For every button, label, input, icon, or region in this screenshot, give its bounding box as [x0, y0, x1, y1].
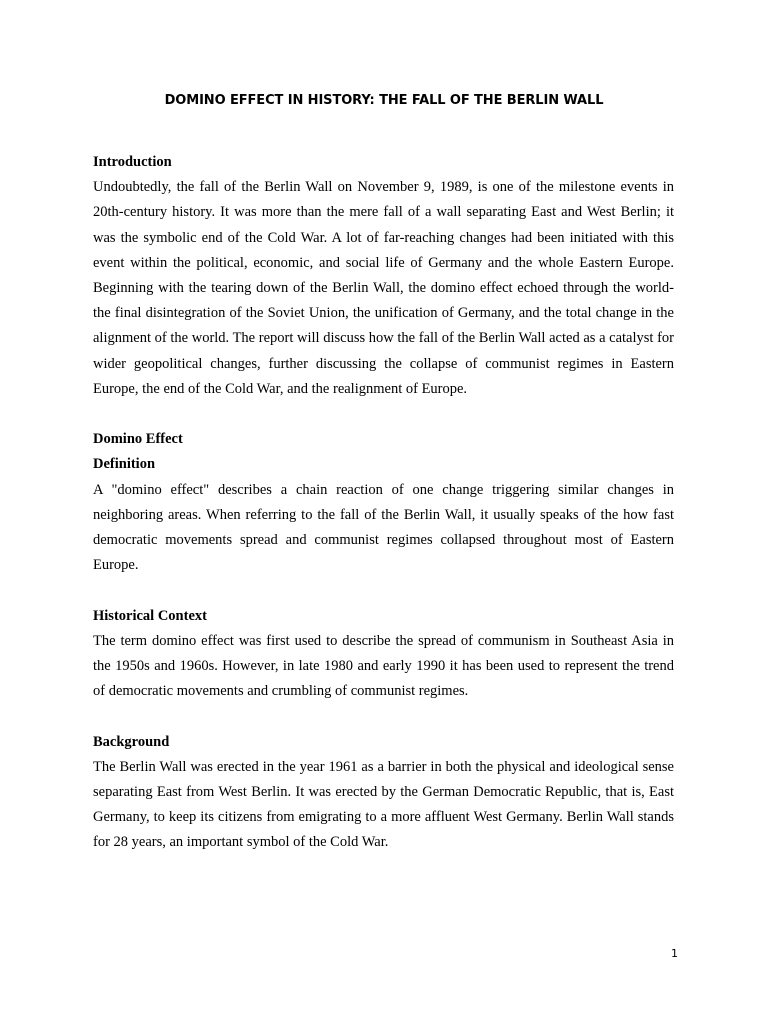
section-domino-effect	[93, 427, 674, 578]
paragraph-definition: A "domino effect" describes a chain reaction of one change triggering similar changes in neighboring areas. When referring to the fall of the Berlin Wall, it usually speaks of the how fast democratic movements spread and communist regimes collapsed throughout most of Eastern Europe.	[93, 481, 674, 574]
heading-domino-effect: Domino Effect	[93, 431, 183, 448]
paragraph-historical-context: The term domino effect was first used to describe the spread of communism in Southeast Asia in the 1950s and 1960s. However, in late 1980 and early 1990 it has been used to represent the trend of democratic movements and crumbling of communist regimes.	[93, 632, 674, 700]
section-introduction	[93, 150, 674, 402]
page-number: 1	[671, 947, 678, 960]
heading-background: Background	[93, 733, 170, 750]
heading-historical-context: Historical Context	[93, 607, 207, 624]
section-background	[93, 730, 674, 856]
document-title: DOMINO EFFECT IN HISTORY: THE FALL OF THE BERLIN WALL	[164, 93, 604, 108]
paragraph-introduction: Undoubtedly, the fall of the Berlin Wall on November 9, 1989, is one of the milestone events in 20th-century history. It was more than the mere fall of a wall separating East and West Berlin; it was the symbolic end of the Cold War. A lot of far-reaching changes had been initiated with this event within the political, economic, and social life of Germany and the whole Eastern Europe. Beginning with the tearing down of the Berlin Wall, the domino effect echoed through the world-the final disintegration of the Soviet Union, the unification of Germany, and the total change in the alignment of the world. The report will discuss how the fall of the Berlin Wall acted as a catalyst for wider geopolitical changes, further discussing the collapse of communist regimes in Eastern Europe, the end of the Cold War, and the realignment of Europe.	[93, 179, 674, 397]
subheading-definition: Definition	[93, 456, 156, 473]
section-gap	[93, 578, 674, 603]
section-gap	[93, 704, 674, 729]
section-historical-context	[93, 604, 674, 705]
heading-introduction: Introduction	[93, 154, 172, 170]
section-gap	[93, 402, 674, 427]
paragraph-background: The Berlin Wall was erected in the year 1961 as a barrier in both the physical and ideological sense separating East from West Berlin. It was erected by the German Democratic Republic, that is, East Germany, to keep its citizens from emigrating to a more affluent West Germany. Berlin Wall stands for 28 years, an important symbol of the Cold War.	[93, 758, 674, 851]
document-body	[93, 150, 674, 856]
